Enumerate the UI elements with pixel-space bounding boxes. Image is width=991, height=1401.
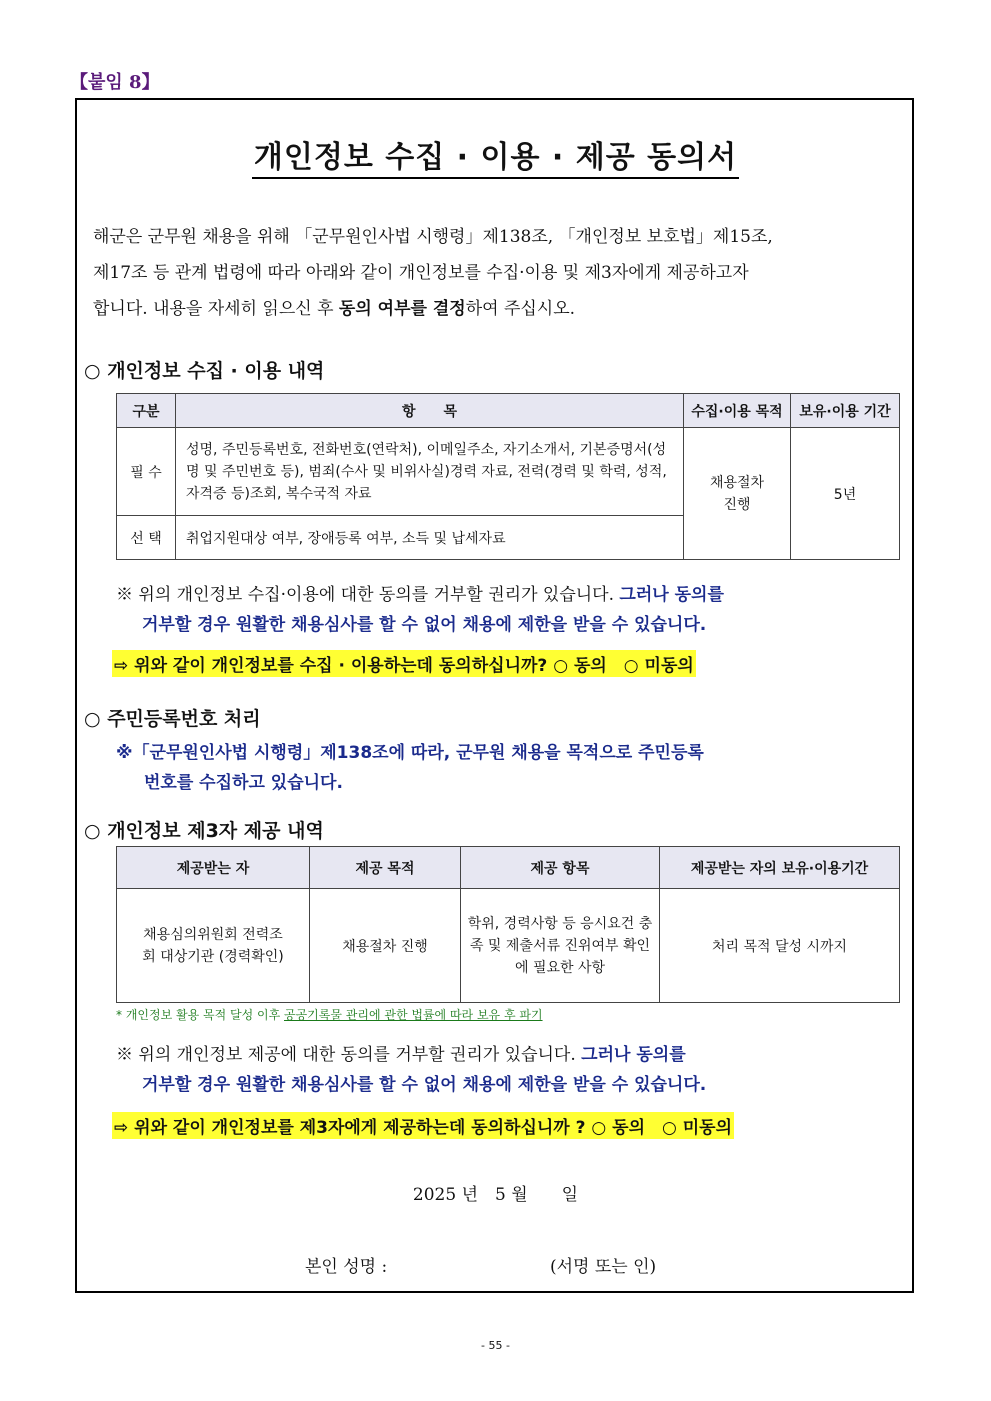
- col-header: 항 목: [176, 394, 684, 428]
- collection-purpose: 채용절차 진행: [684, 428, 791, 560]
- disposal-note: * 개인정보 활용 목적 달성 이후 공공기록물 관리에 관한 법률에 따라 보유 후 파기: [116, 1008, 543, 1022]
- page-number: - 55 -: [481, 1339, 510, 1352]
- intro-line-2: 제17조 등 관계 법령에 따라 아래와 같이 개인정보를 수집·이용 및 제3자에게 제공하고자: [93, 263, 749, 283]
- col-header: 제공받는 자: [117, 847, 310, 889]
- consent-question-2: ⇨ 위와 같이 개인정보를 제3자에게 제공하는데 동의하십니까 ? ○ 동의 ○ 미동의: [112, 1112, 734, 1139]
- section1-heading: ○ 개인정보 수집 · 이용 내역: [84, 360, 325, 382]
- provision-items: 학위, 경력사항 등 응시요건 충족 및 제출서류 진위여부 확인에 필요한 사항: [461, 889, 660, 1003]
- consent-question-1: ⇨ 위와 같이 개인정보를 수집 · 이용하는데 동의하십니까? ○ 동의 ○ 미동의: [112, 650, 696, 677]
- rrn-note-1: ※「군무원인사법 시행령」제138조에 따라, 군무원 채용을 목적으로 주민등록: [116, 743, 704, 763]
- intro-line-3: 합니다. 내용을 자세히 읽으신 후 동의 여부를 결정하여 주십시오.: [93, 299, 576, 319]
- provision-purpose: 채용절차 진행: [310, 889, 461, 1003]
- signature-note: (서명 또는 인): [550, 1257, 657, 1277]
- section2-heading: ○ 주민등록번호 처리: [84, 708, 261, 730]
- retention-period: 5년: [791, 428, 900, 560]
- intro-line-1: 해군은 군무원 채용을 위해 「군무원인사법 시행령」제138조, 「개인정보 보호법」제15조,: [93, 227, 773, 247]
- page-title: 개인정보 수집 · 이용 · 제공 동의서: [0, 132, 991, 176]
- rrn-note-2: 번호를 수집하고 있습니다.: [144, 773, 343, 793]
- refusal-note-2b: 거부할 경우 원활한 채용심사를 할 수 없어 채용에 제한을 받을 수 있습니다.: [142, 1075, 707, 1095]
- provision-period: 처리 목적 달성 시까지: [660, 889, 900, 1003]
- optional-items: 취업지원대상 여부, 장애등록 여부, 소득 및 납세자료: [176, 516, 684, 560]
- attachment-label: 【붙임 8】: [70, 72, 160, 93]
- recipient: 채용심의위원회 전력조회 대상기관 (경력확인): [117, 889, 310, 1003]
- section3-heading: ○ 개인정보 제3자 제공 내역: [84, 820, 324, 842]
- refusal-note-2: ※ 위의 개인정보 제공에 대한 동의를 거부할 권리가 있습니다. 그러나 동의를: [116, 1045, 686, 1065]
- col-header: 보유·이용 기간: [791, 394, 900, 428]
- refusal-note-1: ※ 위의 개인정보 수집·이용에 대한 동의를 거부할 권리가 있습니다. 그러나 동의를: [116, 585, 724, 605]
- col-header: 제공 목적: [310, 847, 461, 889]
- required-items: 성명, 주민등록번호, 전화번호(연락처), 이메일주소, 자기소개서, 기본증명서(성명 및 주민번호 등), 범죄(수사 및 비위사실)경력 자료, 전력(경력 및 학력, 성적, 자격증 등)조회, 복수국적 자료: [176, 428, 684, 516]
- required-label: 필 수: [117, 428, 176, 516]
- date-line: 2025 년 5 월 일: [412, 1185, 579, 1205]
- third-party-table: [116, 846, 900, 1003]
- collection-table: [116, 393, 900, 560]
- col-header: 제공받는 자의 보유·이용기간: [660, 847, 900, 889]
- col-header: 구분: [117, 394, 176, 428]
- refusal-note-1b: 거부할 경우 원활한 채용심사를 할 수 없어 채용에 제한을 받을 수 있습니다.: [142, 615, 707, 635]
- col-header: 수집·이용 목적: [684, 394, 791, 428]
- signature-label: 본인 성명 :: [305, 1257, 388, 1277]
- col-header: 제공 항목: [461, 847, 660, 889]
- optional-label: 선 택: [117, 516, 176, 560]
